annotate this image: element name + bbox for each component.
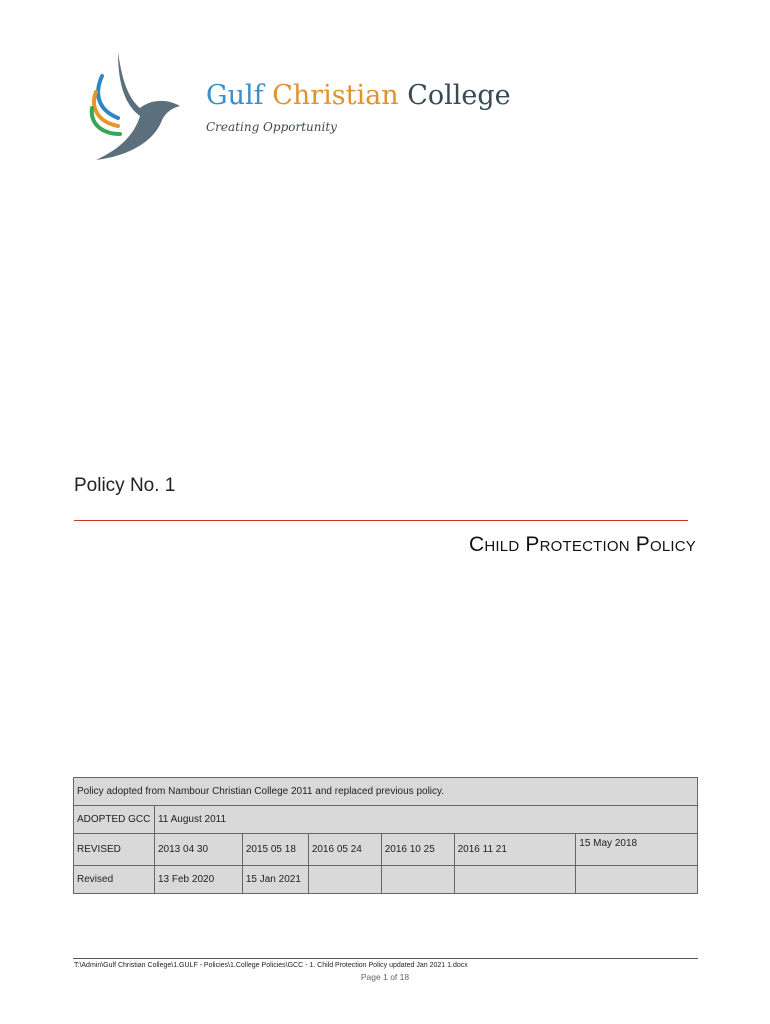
revised2-date <box>308 866 381 894</box>
revised2-date <box>576 866 698 894</box>
revised-date: 2016 05 24 <box>308 834 381 866</box>
revised-date: 2015 05 18 <box>242 834 308 866</box>
revised2-label: Revised <box>74 866 155 894</box>
college-name-christian: Christian <box>272 80 399 111</box>
revised-date: 15 May 2018 <box>576 834 698 866</box>
college-name-gulf: Gulf <box>206 80 264 111</box>
revised-date: 2013 04 30 <box>154 834 242 866</box>
table-row <box>74 778 698 806</box>
college-name-college: College <box>407 80 511 111</box>
revised2-date: 13 Feb 2020 <box>154 866 242 894</box>
college-logo <box>88 50 528 165</box>
adoption-note: Policy adopted from Nambour Christian College 2011 and replaced previous policy. <box>74 778 698 806</box>
revised2-date <box>381 866 454 894</box>
revised-date: 2016 10 25 <box>381 834 454 866</box>
table-row <box>74 834 698 866</box>
policy-number: Policy No. 1 <box>74 475 176 496</box>
revised-label: REVISED <box>74 834 155 866</box>
college-name <box>206 80 511 111</box>
revised2-date <box>454 866 576 894</box>
revised-date: 2016 11 21 <box>454 834 576 866</box>
footer-divider <box>73 958 698 959</box>
footer-page-number: Page 1 of 18 <box>360 972 410 982</box>
table-row <box>74 866 698 894</box>
footer-file-path: T:\Admin\Gulf Christian College\1.GULF - Policies\1.College Policies\GCC - 1. Child Protection Policy updated Jan 2021 1.docx <box>74 962 468 969</box>
bird-logo-icon <box>88 50 198 165</box>
document-title: Child Protection Policy <box>469 533 696 556</box>
revision-history-table <box>73 777 698 894</box>
college-tagline: Creating Opportunity <box>206 120 337 134</box>
title-divider <box>74 520 688 521</box>
table-row <box>74 806 698 834</box>
adopted-date: 11 August 2011 <box>154 806 697 834</box>
revised2-date: 15 Jan 2021 <box>242 866 308 894</box>
adopted-label: ADOPTED GCC <box>74 806 155 834</box>
